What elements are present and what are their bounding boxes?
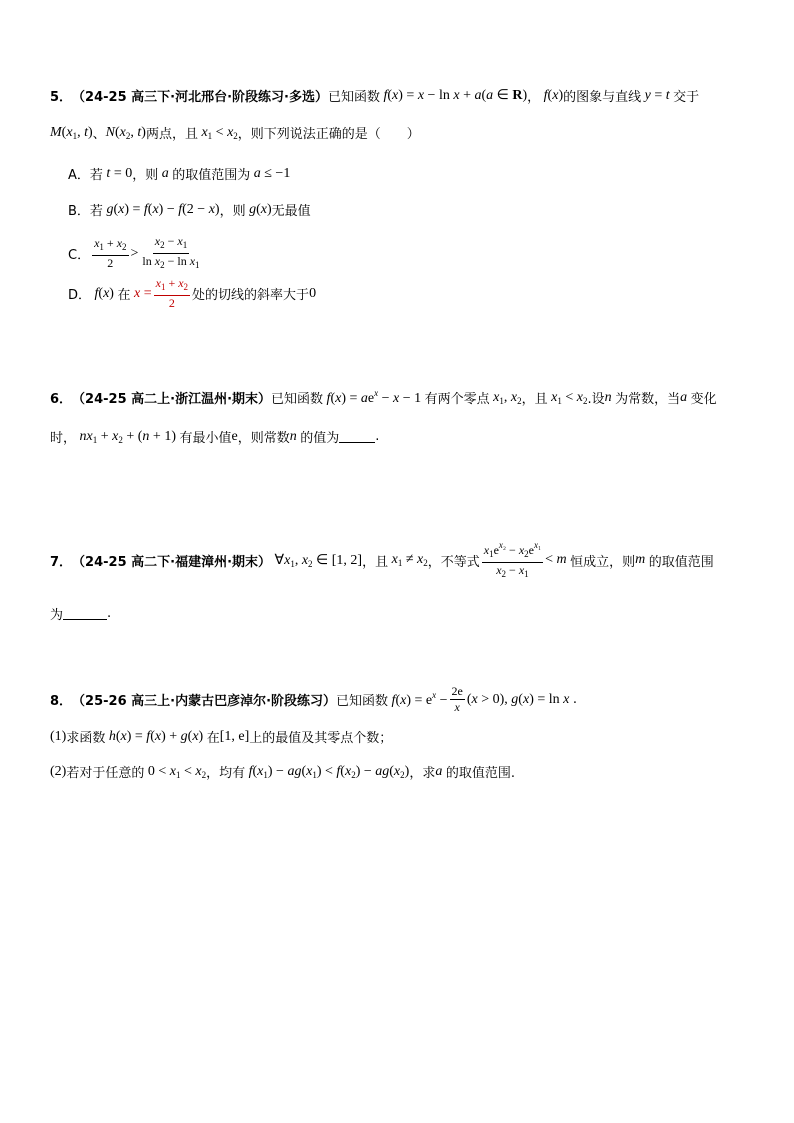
q5-line-1: 5． （24-25 高三下·河北邢台·阶段练习·多选） 已知函数 f(x) = x − ln x + a(a ∈ R) ， f(x) 的图象与直线 y = t 交于 [50,87,700,105]
q8-source: （25-26 高三上·内蒙古巴彦淖尔·阶段练习） [72,694,337,709]
q6-line-1: 6． （24-25 高二上·浙江温州·期末） 已知函数 $f(x) = ae^x - x - 1$ 有两个零点 $x_1$, $x_2$ ，且 $x_1 < x_2$ .设 n 为常数，当 a 变化 [50,388,717,407]
q5-line-2: $M(x_1$, t) 、 $N(x_2$, t) 两点，且 $x_1 < x_2$ ，则下列说法正确的是（ ） [50,124,420,142]
q5-option-a[interactable]: A． 若 t = 0 ，则 a 的取值范围为 a ≤ −1 [68,165,291,183]
q7-line-2: 为 . [50,606,112,623]
q5-option-d[interactable]: D． f(x) 在 x = $\frac{x_1 + x_2}{2}$ 处的切线的斜率大于 0 [68,276,317,310]
q8-part-2: (2) 若对于任意的 $0 < x_1 < x_2$ ，均有 $f(x_1) - ag(x_1) < f(x_2) - ag(x_2)$ ，求 a 的取值范围. [50,763,515,781]
q5-number: 5． [50,90,73,105]
q5-function-def: f(x) = x − ln x + a(a ∈ R) [383,88,528,103]
question-5 [50,86,750,142]
q6-source: （24-25 高二上·浙江温州·期末） [72,392,272,407]
q7-number: 7． [50,554,73,570]
q5-option-c[interactable]: C． $\frac{x_1 + x_2}{2}$ > $\frac{x_2 - x_1}{\ln x_2 - \ln x_1}$ [68,234,200,270]
q7-line-1: 7． （24-25 高二下·福建漳州·期末） $\forall x_1$, $x_2$ ∈ [1, 2] ，且 $x_1 \ne x_2$ ，不等式 $\frac{x_1e^{x_2} - x_2e^{x_1}}{x_2 - x_1}$ < m 恒成立，则 m 的取值范围 [50,540,714,579]
q8-line-1: 8． （25-26 高三上·内蒙古巴彦淖尔·阶段练习） 已知函数 $f(x) = e^x$ − $\frac{2e}{x}$ (x > 0), g(x) = ln x . [50,684,577,714]
question-6 [50,388,750,446]
q6-answer-blank[interactable] [339,430,375,443]
q5-option-b[interactable]: B． 若 g(x) = f(x) − f(2 − x) ，则 g(x) 无最值 [68,201,311,219]
q6-line-2: 时， $nx_1 + x_2 + (n + 1)$ 有最小值 e ，则常数 n 的值为 . [50,428,380,446]
q8-number: 8． [50,694,73,709]
question-7 [50,538,750,623]
q7-answer-blank[interactable] [63,607,107,620]
q7-source: （24-25 高二下·福建漳州·期末） [72,554,272,570]
q6-number: 6． [50,392,73,407]
question-8 [50,684,750,781]
q5-source: （24-25 高三下·河北邢台·阶段练习·多选） [72,90,328,105]
q8-part-1: (1) 求函数 h(x) = f(x) + g(x) 在 [1, e] 上的最值及其零点个数； [50,728,393,746]
